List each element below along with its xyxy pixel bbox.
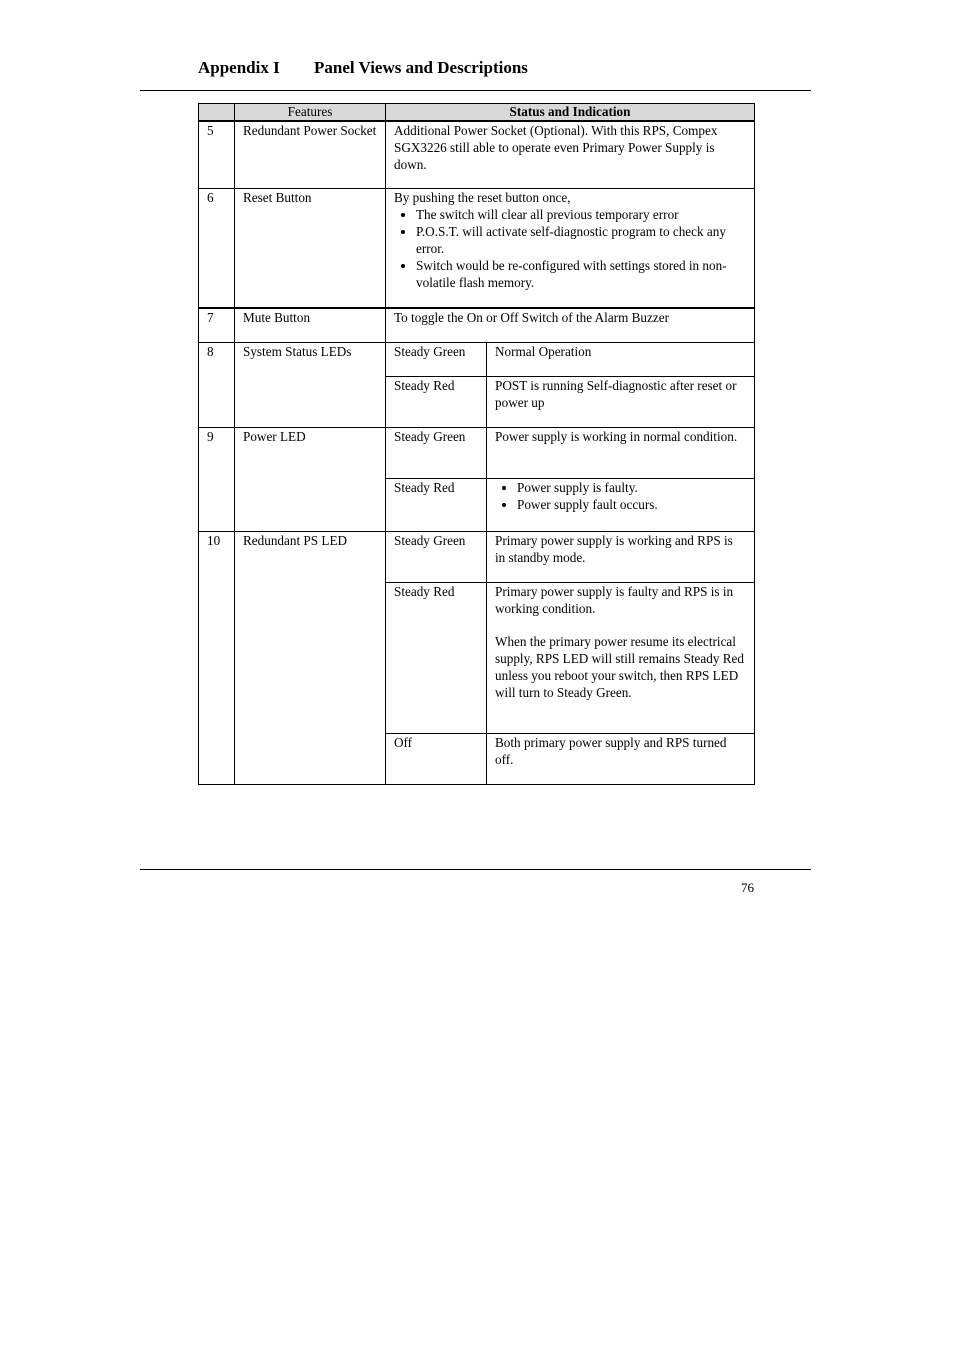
section-label: Appendix I xyxy=(198,58,280,77)
status-header: Status and Indication xyxy=(386,104,755,122)
table-row xyxy=(199,308,755,343)
table-row xyxy=(199,343,755,377)
bullet-item: • Power supply fault occurs. xyxy=(517,496,746,513)
bullet-item: • Power supply is faulty. xyxy=(517,479,746,496)
feature-description xyxy=(386,189,755,309)
led-state: Steady Green xyxy=(386,343,487,377)
feature-description: Additional Power Socket (Optional). With this RPS, Compex SGX3226 still able to operate even Primary Power Supply is down. xyxy=(386,121,755,189)
led-state: Steady Red xyxy=(386,377,487,428)
led-state: Steady Red xyxy=(386,479,487,532)
features-header: Features xyxy=(235,104,386,122)
row-number: 5 xyxy=(199,121,235,189)
bullet-item: • P.O.S.T. will activate self-diagnostic program to check any error. xyxy=(416,223,746,257)
feature-name: System Status LEDs xyxy=(235,343,386,428)
feature-name: Redundant Power Socket xyxy=(235,121,386,189)
led-state: Off xyxy=(386,734,487,785)
footer-rule xyxy=(140,869,811,870)
led-meaning: Both primary power supply and RPS turned off. xyxy=(487,734,755,785)
description-intro: By pushing the reset button once, xyxy=(394,190,571,205)
feature-name: Power LED xyxy=(235,428,386,532)
table-row xyxy=(199,428,755,479)
bullet-item: • Switch would be re-configured with settings stored in non-volatile flash memory. xyxy=(416,257,746,291)
table-row xyxy=(199,532,755,583)
page-header xyxy=(198,58,528,78)
table-row xyxy=(199,121,755,189)
feature-description: To toggle the On or Off Switch of the Alarm Buzzer xyxy=(386,308,755,343)
led-meaning: Normal Operation xyxy=(487,343,755,377)
number-header xyxy=(199,104,235,122)
led-state: Steady Green xyxy=(386,428,487,479)
description-bullets xyxy=(394,206,746,291)
row-number: 6 xyxy=(199,189,235,309)
led-state: Steady Red xyxy=(386,583,487,734)
led-state: Steady Green xyxy=(386,532,487,583)
section-title: Panel Views and Descriptions xyxy=(314,58,528,77)
led-meaning: Power supply is working in normal condition. xyxy=(487,428,755,479)
page-number: 76 xyxy=(741,880,754,895)
table-header-row xyxy=(199,104,755,122)
row-number: 7 xyxy=(199,308,235,343)
feature-name: Redundant PS LED xyxy=(235,532,386,785)
led-meaning: Primary power supply is working and RPS is in standby mode. xyxy=(487,532,755,583)
row-number: 8 xyxy=(199,343,235,428)
row-number: 9 xyxy=(199,428,235,532)
table-row xyxy=(199,189,755,309)
feature-name: Mute Button xyxy=(235,308,386,343)
led-meaning xyxy=(487,583,755,734)
meaning-text: Primary power supply is faulty and RPS is in working condition. xyxy=(495,584,734,616)
meaning-bullets xyxy=(495,479,746,513)
bullet-item: • The switch will clear all previous temporary error xyxy=(416,206,746,223)
feature-name: Reset Button xyxy=(235,189,386,309)
led-meaning xyxy=(487,479,755,532)
features-table xyxy=(198,103,755,785)
led-meaning: POST is running Self-diagnostic after reset or power up xyxy=(487,377,755,428)
header-rule xyxy=(140,90,811,91)
row-number: 10 xyxy=(199,532,235,785)
meaning-note: When the primary power resume its electrical supply, RPS LED will still remains Steady Red unless you reboot your switch, then RPS LED will turn to Steady Green. xyxy=(495,634,744,700)
